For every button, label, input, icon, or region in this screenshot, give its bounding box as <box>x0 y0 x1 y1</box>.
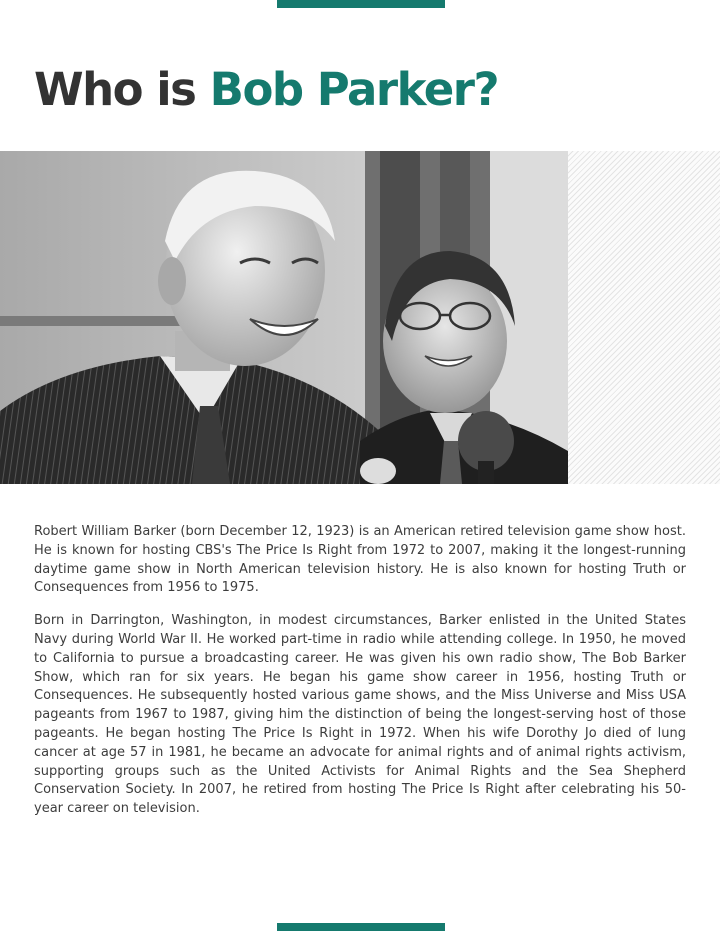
page-title <box>34 52 498 128</box>
bottom-accent-bar <box>277 923 445 931</box>
paragraph-1: Robert William Barker (born December 12, 1923) is an American retired television game show host. He is known for hosting CBS's The Price Is Right from 1972 to 2007, making it the longest-running daytime game show in North American television history. He is also known for hosting Truth or Consequences from 1956 to 1975. <box>34 524 686 596</box>
title-prefix: Who is <box>34 63 196 116</box>
photo-band <box>0 151 720 484</box>
article-body <box>34 523 686 833</box>
top-accent-bar <box>277 0 445 8</box>
photo-illustration <box>0 151 568 484</box>
paragraph-2: Born in Darrington, Washington, in modest circumstances, Barker enlisted in the United States Navy during World War II. He worked part-time in radio while attending college. In 1950, he moved to California to pursue a broadcasting career. He was given his own radio show, The Bob Barker Show, which ran for six years. He began his game show career in 1956, hosting Truth or Consequences. He subsequently hosted various game shows, and the Miss Universe and Miss USA pageants from 1967 to 1987, giving him the distinction of being the longest-serving host of those pageants. He began hosting The Price Is Right in 1972. When his wife Dorothy Jo died of lung cancer at age 57 in 1981, he became an advocate for animal rights and of animal rights activism, supporting groups such as the United Activists for Animal Rights and the Sea Shepherd Conservation Society. In 2007, he retired from hosting The Price Is Right after celebrating his 50-year career on television. <box>34 613 686 817</box>
photo <box>0 151 568 484</box>
decorative-pattern <box>568 151 720 484</box>
title-name: Bob Parker? <box>209 63 499 116</box>
